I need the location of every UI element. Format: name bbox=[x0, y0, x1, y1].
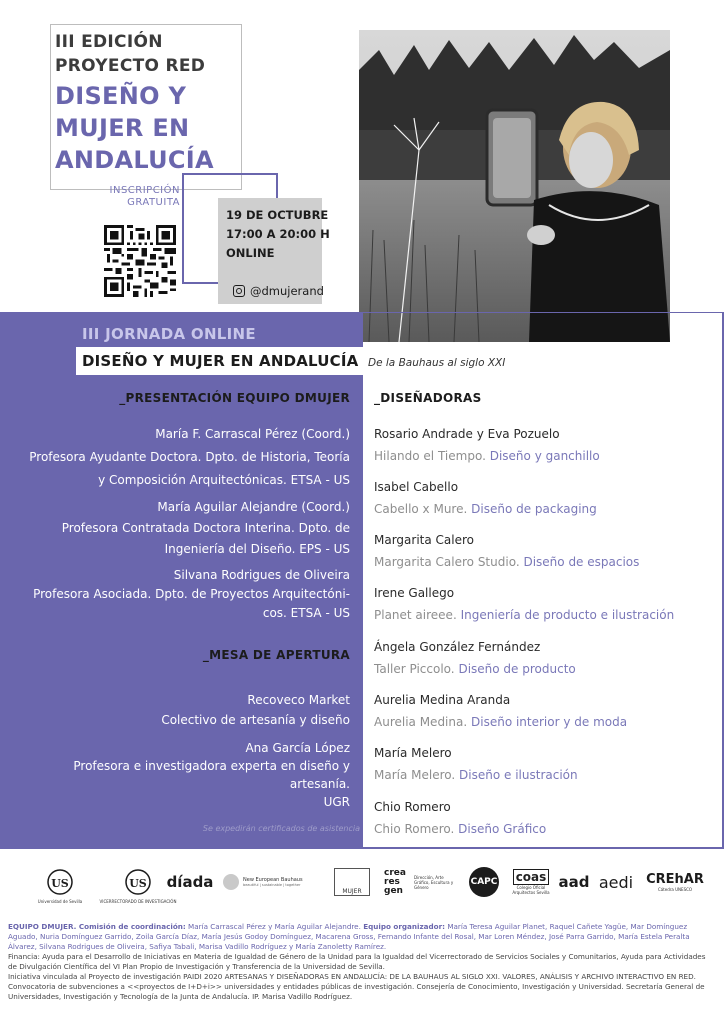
designers-heading: _DISEÑADORAS bbox=[374, 391, 482, 405]
coas-logo: coas Colegio Oficial Arquitectos Sevilla bbox=[512, 870, 550, 895]
credits-footer bbox=[8, 922, 708, 1002]
diada-logo: díada bbox=[166, 873, 214, 891]
certificates-note: Se expedirán certificados de asistencia bbox=[202, 824, 360, 833]
panelist-2: Ana García López Profesora e investigadora experta en diseño y artesanía. UGR bbox=[73, 741, 350, 809]
svg-text:US: US bbox=[129, 876, 147, 890]
designer-item: Margarita Calero Margarita Calero Studio. Diseño de espacios bbox=[374, 533, 640, 569]
team-credits: EQUIPO DMUJER. Comisión de coordinación: María Carrascal Pérez y María Aguilar Alejandre. Equipo organizador: María Teresa Aguilar Planet, Raquel Cañete Yagüe, Mar Domínguez Aguado, Nuria Domínguez Garrido, Zoila García Díaz, María Jesús Godoy Domínguez, Macarena Gross, Fernando Infante del Rosal, Mar Loren Méndez, José Parra Garrido, María Estela Peralta Álvarez, Silvana Rodrigues de Oliveira, Safiya Tabali, Marisa Vadillo Rodríguez y María Zanoletty Ramírez. bbox=[8, 922, 690, 951]
edition-heading: III EDICIÓN PROYECTO RED bbox=[55, 32, 206, 76]
qr-code[interactable] bbox=[104, 225, 176, 297]
designer-item: María Melero María Melero. Diseño e ilustración bbox=[374, 746, 578, 782]
speaker-2: María Aguilar Alejandre (Coord.) Profesora Contratada Doctora Interina. Dpto. de Ingeniería del Diseño. EPS - US bbox=[61, 500, 350, 556]
speaker-1: María F. Carrascal Pérez (Coord.) Profesora Ayudante Doctora. Dpto. de Historia, Teoría y Composición Arquitectónicas. ETSA - US bbox=[29, 427, 350, 487]
funding-note: Financia: Ayuda para el Desarrollo de Iniciativas en Materia de Igualdad de Género de la Unidad para la Igualdad del Vicerrectorado de Servicios Sociales y Comunitarios, Ayuda para Actividades de Divulgación Científica del VI Plan Propio de Investigación y Transferencia de la Universidad de Sevilla. bbox=[8, 952, 706, 971]
panelist-1: Recoveco Market Colectivo de artesanía y diseño bbox=[161, 693, 350, 727]
presentation-heading: _PRESENTACIÓN EQUIPO DMUJER bbox=[119, 391, 350, 405]
speaker-3: Silvana Rodrigues de Oliveira Profesora Asociada. Dpto. de Proyectos Arquitectóni- cos. ETSA - US bbox=[33, 568, 350, 620]
project-note: Iniciativa vinculada al Proyecto de investigación PAIDI 2020 ARTESANAS Y DISEÑADORAS EN ANDALUCÍA: DE LA BAUHAUS AL SIGLO XXI. VALORES, ANÁLISIS Y ARCHIVO INTERACTIVO EN RED. Convocatoria de subvenciones a <<proyectos de I+D+i>> universidades y entidades públicas de investigación. Consejería de Conocimiento, Investigación y Universidad. Secretaría General de Universidades, Investigación y Tecnología de la Junta de Andalucía. IP. Marisa Vadillo Rodríguez. bbox=[8, 972, 705, 1001]
jornada-heading: III JORNADA ONLINE bbox=[82, 325, 256, 343]
event-datetime bbox=[226, 206, 330, 263]
registration-label: INSCRIPCIÓN GRATUITA bbox=[109, 185, 180, 208]
aedi-logo: aedi bbox=[598, 872, 634, 892]
designer-item: Ángela González Fernández Taller Piccolo. Diseño de producto bbox=[374, 640, 576, 676]
instagram-icon bbox=[233, 285, 245, 297]
capc-logo: CAPC bbox=[466, 862, 502, 902]
us-seal-icon bbox=[125, 869, 151, 899]
opening-panel-heading: _MESA DE APERTURA bbox=[202, 648, 350, 662]
hero-photo bbox=[359, 30, 670, 342]
main-title: DISEÑO Y MUJER EN ANDALUCÍA bbox=[55, 82, 214, 174]
creargen-logo: crea res gen Dirección, Arte Gráfico, Escultura y Género bbox=[384, 867, 454, 896]
designer-item: Irene Gallego Planet aireee. Ingeniería de producto e ilustración bbox=[374, 586, 675, 622]
event-title: DISEÑO Y MUJER EN ANDALUCÍA bbox=[82, 352, 359, 370]
instagram-handle[interactable]: @dmujerand bbox=[233, 284, 324, 298]
neb-icon bbox=[223, 874, 239, 890]
us-logo: US Universidad de Sevilla bbox=[30, 862, 90, 910]
us-seal-icon bbox=[47, 869, 73, 899]
event-time: 17:00 A 20:00 H bbox=[226, 227, 330, 241]
designer-item: Aurelia Medina Aranda Aurelia Medina. Diseño interior y de moda bbox=[374, 693, 628, 729]
designer-item: Rosario Andrade y Eva Pozuelo Hilando el Tiempo. Diseño y ganchillo bbox=[374, 427, 600, 463]
svg-text:US: US bbox=[51, 876, 69, 890]
event-subtitle: De la Bauhaus al siglo XXI bbox=[368, 357, 506, 369]
aad-logo: aad bbox=[558, 873, 590, 891]
event-mode: ONLINE bbox=[226, 246, 275, 260]
designer-item: Isabel Cabello Cabello x Mure. Diseño de packaging bbox=[374, 480, 597, 516]
event-date: 19 DE OCTUBRE bbox=[226, 208, 329, 222]
neb-logo: New European Bauhaus beautiful | sustainable | together bbox=[223, 862, 323, 902]
us-vice-logo: US VICERRECTORADO DE INVESTIGACIÓN bbox=[98, 862, 178, 910]
sponsor-logos bbox=[30, 862, 710, 912]
designer-item: Chio Romero Chio Romero. Diseño Gráfico bbox=[374, 800, 547, 836]
mujer-logo: MUJER bbox=[330, 862, 374, 902]
crehar-logo: CREhAR Cátedra UNESCO bbox=[646, 872, 704, 892]
